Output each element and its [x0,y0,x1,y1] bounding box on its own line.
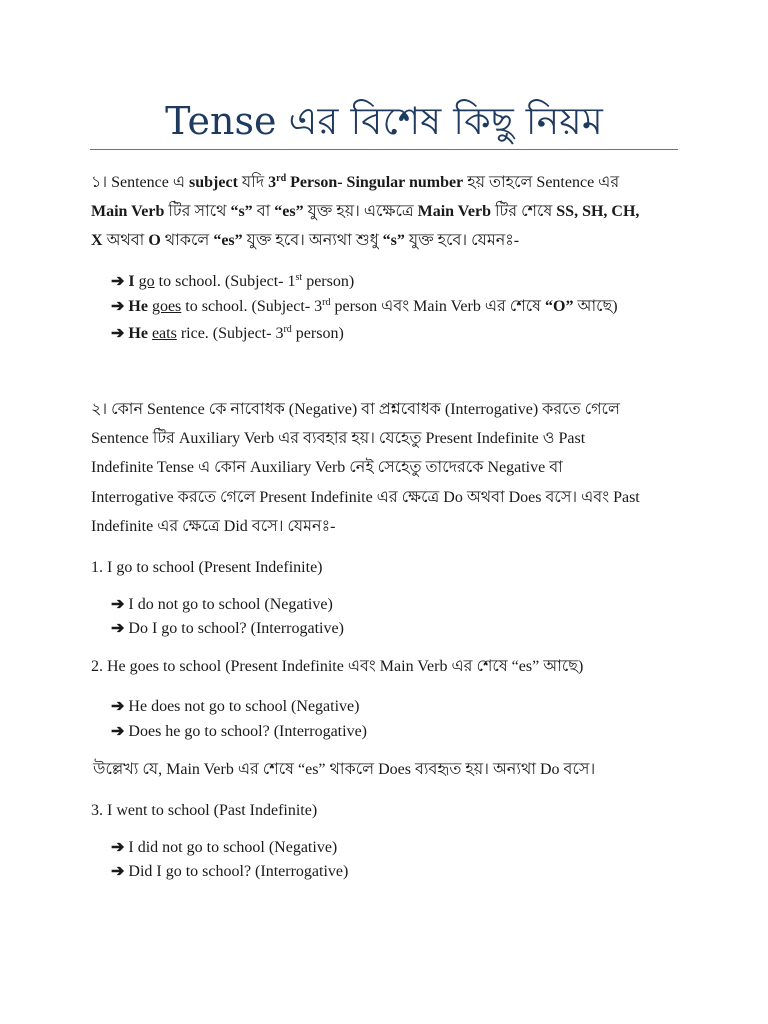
text-run: He [128,298,148,315]
section1-line-1 [91,173,619,193]
text-run: টির শেষে [490,203,557,220]
text-run: “O” [545,298,574,315]
section1-example-3 [111,324,344,344]
arrow-icon: ➔ [111,723,125,740]
text-run: subject [189,174,238,191]
section1-line-2 [91,202,639,222]
example-text: I do not go to school (Negative) [128,596,333,613]
text-run: “es” [213,232,243,249]
example-text [128,325,343,342]
example-text: I did not go to school (Negative) [128,839,338,856]
arrow-icon: ➔ [111,620,125,637]
text-run: 3 [268,174,277,191]
text-run: rd [276,173,287,184]
arrow-icon: ➔ [111,298,125,315]
text-run: rd [322,297,331,308]
section1-example-2 [111,297,618,317]
example1-item-2 [111,619,344,639]
text-run: হয় তাহলে Sentence এর [463,174,620,191]
example-text: Does he go to school? (Interrogative) [128,723,367,740]
text-run: X [91,232,103,249]
arrow-icon: ➔ [111,839,125,856]
text-run: থাকলে [160,232,214,249]
section2-line-2: Sentence টির Auxiliary Verb এর ব্যবহার হয়। যেহেতু Present Indefinite ও Past [91,430,586,447]
text-run: অথবা [102,232,149,249]
example2-item-1 [111,697,359,717]
example2-heading: 2. He goes to school (Present Indefinite এবং Main Verb এর শেষে “es” আছে) [91,658,584,675]
text-run: যুক্ত হবে। যেমনঃ- [404,232,520,249]
text-run: “es” [274,203,304,220]
example-text: He does not go to school (Negative) [128,698,360,715]
text-run: to school. (Subject- 3 [181,298,323,315]
text-run: I [128,273,135,290]
section2-line-3: Indefinite Tense এ কোন Auxiliary Verb নেই সেহেতু তাদেরকে Negative বা [91,459,563,476]
text-run: ১। Sentence এ [91,174,190,191]
text-run: rd [283,324,292,335]
text-run: to school. (Subject- 1 [154,273,296,290]
arrow-icon: ➔ [111,325,125,342]
arrow-icon: ➔ [111,863,125,880]
section2-line-1: ২। কোন Sentence কে নাবোধক (Negative) বা প্রশ্নবোধক (Interrogative) করতে গেলে [91,401,620,418]
example-text [128,273,354,290]
example1-heading: 1. I go to school (Present Indefinite) [91,559,323,576]
text-run: person) [291,325,344,342]
section1-line-3 [91,231,519,251]
example3-item-1 [111,838,337,858]
text-run: Main Verb [91,203,165,220]
page-title: Tense এর বিশেষ কিছু নিয়ম [165,99,603,143]
text-run: যদি [237,174,269,191]
example3-item-2 [111,862,348,882]
text-run: আছে) [573,298,618,315]
text-run: O [148,232,161,249]
text-run: eats [151,325,177,342]
example-text [128,298,617,315]
text-run: He [128,325,148,342]
example3-heading: 3. I went to school (Past Indefinite) [91,802,318,819]
section2-line-5: Indefinite এর ক্ষেত্রে Did বসে। যেমনঃ- [91,518,336,535]
arrow-icon: ➔ [111,698,125,715]
section1-example-1 [111,272,354,292]
text-run: Person- Singular number [286,174,464,191]
text-run: “s” [382,232,405,249]
text-run: goes [151,298,182,315]
arrow-icon: ➔ [111,273,125,290]
text-run: বা [252,203,275,220]
text-run: “s” [230,203,253,220]
title-divider [90,149,678,150]
text-run: SS, SH, CH, [556,203,640,220]
text-run: যুক্ত হয়। এক্ষেত্রে [303,203,418,220]
example-text: Do I go to school? (Interrogative) [128,620,344,637]
text-run: Main Verb [417,203,491,220]
text-run: rice. (Subject- 3 [176,325,284,342]
note-text: উল্লেখ্য যে, Main Verb এর শেষে “es” থাকলে Does ব্যবহৃত হয়। অন্যথা Do বসে। [93,761,596,778]
example1-item-1 [111,595,333,615]
text-run: person এবং Main Verb এর শেষে [330,298,545,315]
section2-line-4: Interrogative করতে গেলে Present Indefinite এর ক্ষেত্রে Do অথবা Does বসে। এবং Past [91,489,640,506]
arrow-icon: ➔ [111,596,125,613]
example-text: Did I go to school? (Interrogative) [128,863,349,880]
text-run: st [295,272,303,283]
example2-item-2 [111,722,367,742]
text-run: যুক্ত হবে। অন্যথা শুধু [242,232,383,249]
text-run: person) [302,273,355,290]
text-run: টির সাথে [164,203,231,220]
text-run: go [138,273,155,290]
